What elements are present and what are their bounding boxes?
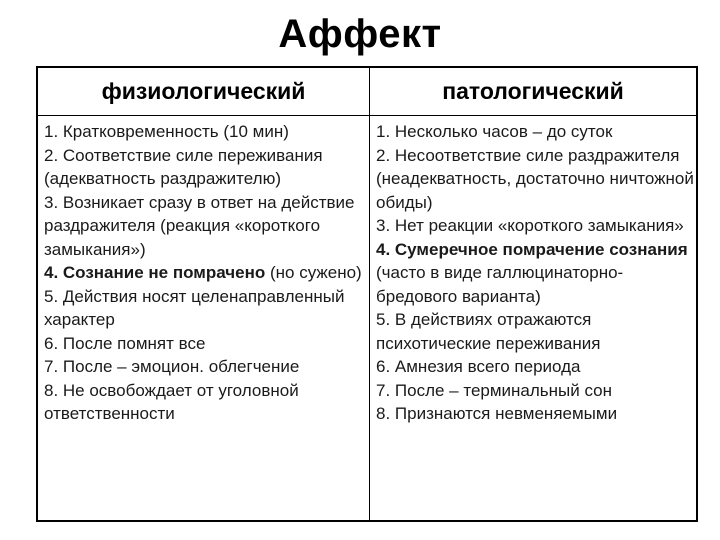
header-divider bbox=[38, 115, 696, 116]
pathological-item-1: 1. Несколько часов – до суток bbox=[376, 122, 613, 141]
pathological-item-4 bbox=[376, 238, 696, 309]
column-header-pathological: патологический bbox=[442, 78, 624, 104]
physiological-item-1: 1. Кратковременность (10 мин) bbox=[44, 122, 289, 141]
pathological-item-5: 5. В действиях отражаются психотические переживания bbox=[376, 310, 601, 353]
physiological-list bbox=[44, 120, 366, 426]
physiological-item-7: 7. После – эмоцион. облегчение bbox=[44, 357, 300, 376]
pathological-list bbox=[376, 120, 696, 426]
pathological-item-6: 6. Амнезия всего периода bbox=[376, 357, 581, 376]
physiological-item-6: 6. После помнят все bbox=[44, 333, 206, 353]
pathological-item-4-rest: (часто в виде галлюцинаторно-бредового варианта) bbox=[376, 263, 624, 306]
physiological-item-4-bold: 4. Сознание не помрачено bbox=[44, 263, 266, 282]
pathological-item-3: 3. Нет реакции «короткого замыкания» bbox=[376, 216, 684, 235]
slide-title: Аффект bbox=[278, 12, 442, 56]
column-divider bbox=[369, 68, 370, 520]
physiological-item-3: 3. Возникает сразу в ответ на действие раздражителя (реакция «короткого замыкания») bbox=[44, 192, 355, 259]
pathological-item-8: 8. Признаются невменяемыми bbox=[376, 404, 618, 423]
physiological-item-2: 2. Соответствие силе переживания (адекватность раздражителю) bbox=[44, 145, 323, 188]
comparison-table bbox=[36, 66, 698, 522]
physiological-item-5: 5. Действия носят целенаправленный характер bbox=[44, 286, 345, 329]
physiological-item-4-rest: (но сужено) bbox=[265, 263, 362, 282]
pathological-item-7: 7. После – терминальный сон bbox=[376, 380, 613, 400]
column-header-physiological: физиологический bbox=[101, 78, 306, 104]
pathological-item-4-bold: 4. Сумеречное помрачение сознания bbox=[376, 239, 688, 259]
physiological-item-4 bbox=[44, 261, 366, 285]
pathological-item-2: 2. Несоответствие силе раздражителя (неадекватность, достаточно ничтожной обиды) bbox=[376, 145, 694, 212]
physiological-item-8: 8. Не освобождает от уголовной ответственности bbox=[44, 380, 299, 423]
